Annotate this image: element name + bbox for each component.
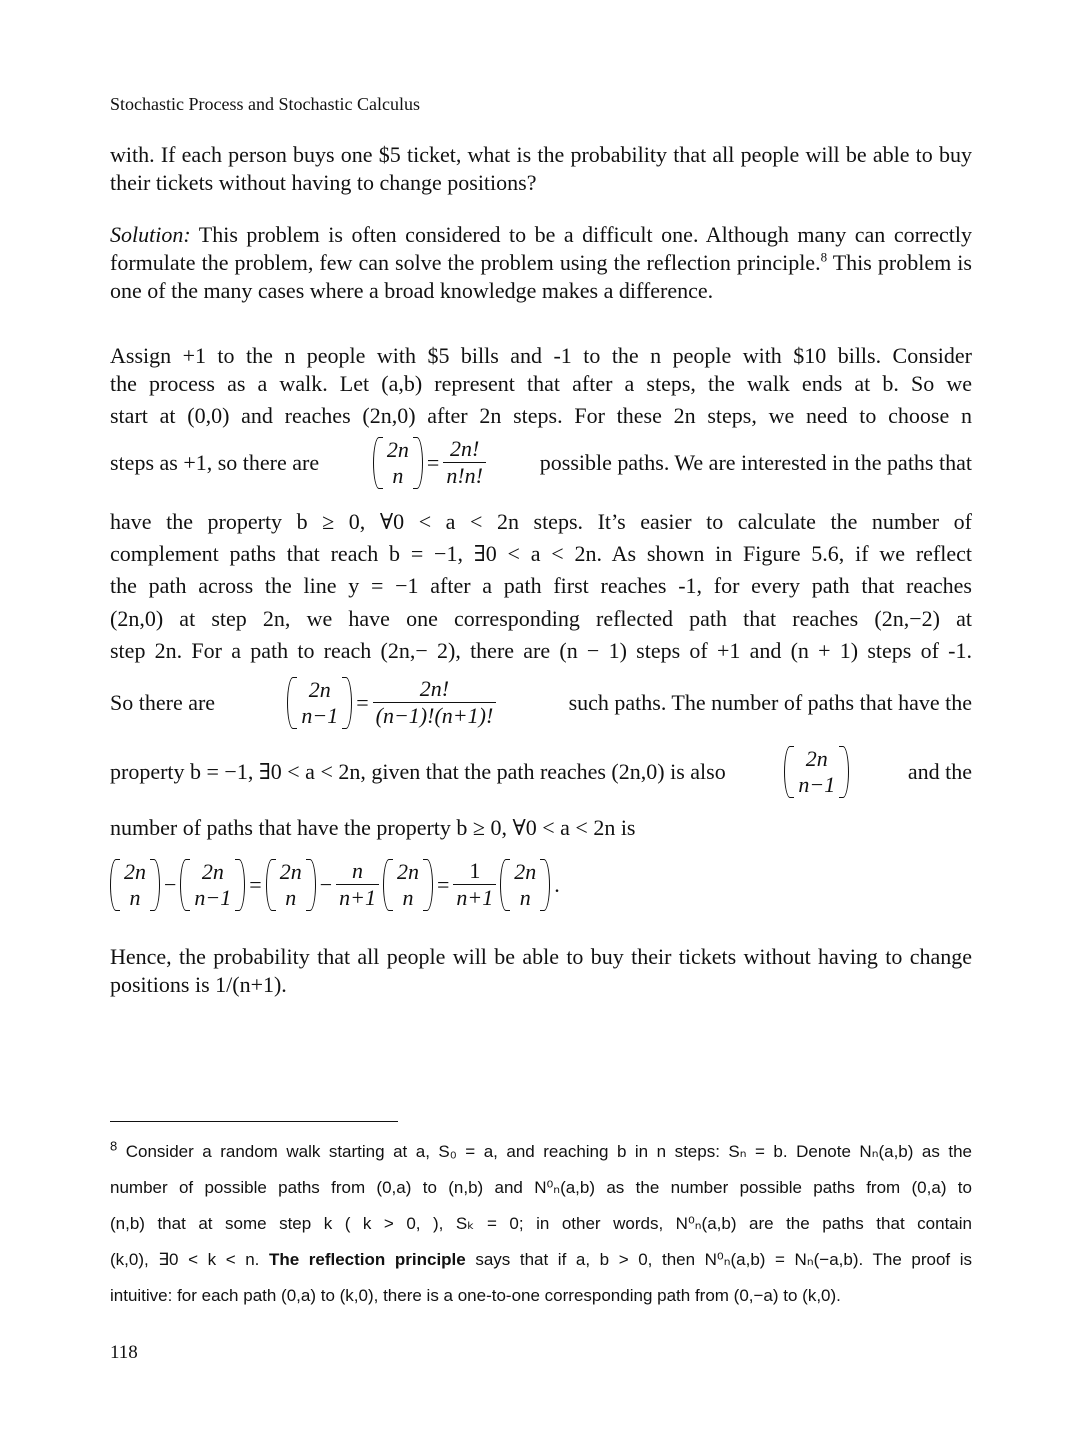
paragraph-conclusion: Hence, the probability that all people will be able to buy their tickets without having to change positions is 1/(n+1). bbox=[110, 944, 972, 997]
footnote-ref[interactable]: 8 bbox=[820, 249, 828, 265]
page-number: 118 bbox=[110, 1342, 138, 1363]
solution-label: Solution: bbox=[110, 222, 191, 247]
p3-line-9: step 2n. For a path to reach (2n,− 2), there are (n − 1) steps of +1 and (n + 1) steps of -1. bbox=[110, 638, 972, 663]
solution-text-a: This problem is often considered to be a difficult one. Although many can correctly formulate the problem, few can solve the problem using the reflection principle. bbox=[110, 222, 972, 275]
fraction-2n-fact: $\frac{2n!}{n!n!}$ bbox=[443, 436, 486, 489]
p3-line-10-post: such paths. The number of paths that have the bbox=[568, 689, 972, 715]
p3-line-11 bbox=[110, 746, 972, 798]
paragraph-solution bbox=[110, 221, 972, 305]
footnote-line-4-pre: (k,0), ∃0 < k < n. bbox=[110, 1250, 269, 1269]
solution-text-b: This problem is one of the many cases where a broad knowledge makes a difference. bbox=[110, 250, 972, 303]
paragraph-problem-end: with. If each person buys one $5 ticket, what is the probability that all people will be able to buy their tickets without having to change positions? bbox=[110, 142, 972, 195]
formula-reflected-paths: 2n n−1 = $\frac{2n!}{(n-1)!(n+1)!}$ bbox=[287, 676, 496, 729]
p3-line-4-post: possible paths. We are interested in the paths that bbox=[539, 449, 972, 475]
p3-line-8: (2n,0) at step 2n, we have one corresponding reflected path that reaches (2n,−2) at bbox=[110, 606, 972, 631]
running-header: Stochastic Process and Stochastic Calculus bbox=[110, 94, 420, 114]
p3-line-12: number of paths that have the property b ≥ 0, ∀0 < a < 2n is bbox=[110, 815, 636, 840]
footnote-line-2: number of possible paths from (0,a) to (n,b) and N⁰ₙ(a,b) as the number possible paths from (0,a) to bbox=[110, 1178, 972, 1197]
fraction-reflected: $\frac{2n!}{(n-1)!(n+1)!}$ bbox=[373, 676, 497, 729]
formula-total-paths: 2n n = $\frac{2n!}{n!n!}$ bbox=[373, 436, 486, 489]
p3-line-3: start at (0,0) and reaches (2n,0) after 2n steps. For these 2n steps, we need to choose n bbox=[110, 403, 972, 428]
p3-line-10-pre: So there are bbox=[110, 689, 216, 715]
p3-line-6: complement paths that reach b = −1, ∃0 < a < 2n. As shown in Figure 5.6, if we reflect bbox=[110, 541, 972, 566]
footnote-line-3: (n,b) that at some step k ( k > 0, ), Sₖ = 0; in other words, N⁰ₙ(a,b) are the paths that contain bbox=[110, 1214, 972, 1233]
footnote-rule bbox=[110, 1121, 398, 1122]
binom-2n-n: 2n n bbox=[373, 437, 423, 489]
p3-line-4 bbox=[110, 436, 972, 489]
footnote-line-1: Consider a random walk starting at a, S₀ = a, and reaching b in n steps: Sₙ = b. Denote Nₙ(a,b) as the bbox=[117, 1142, 972, 1161]
p3-line-2: the process as a walk. Let (a,b) represent that after a steps, the walk ends at b. So we bbox=[110, 371, 972, 396]
p3-line-5: have the property b ≥ 0, ∀0 < a < 2n steps. It’s easier to calculate the number of bbox=[110, 509, 972, 534]
footnote-line-4-post: says that if a, b > 0, then N⁰ₙ(a,b) = Nₙ(−a,b). The proof is bbox=[465, 1250, 972, 1269]
footnote-mark: 8 bbox=[110, 1138, 118, 1154]
display-equation: 2n n − 2n n−1 = 2n n − $\frac{n}{n+1}$ 2n n = $\frac{1}{n+1}$ 2n n . bbox=[110, 858, 972, 911]
binom-2n-nminus1: 2n n−1 bbox=[287, 677, 352, 729]
binom-2n-nminus1-b: 2n n−1 bbox=[784, 746, 849, 798]
footnote-bold-term: The reflection principle bbox=[268, 1250, 466, 1269]
footnote-line-5: intuitive: for each path (0,a) to (k,0), there is a one-to-one corresponding path from (0,−a) to (k,0). bbox=[110, 1286, 841, 1305]
p3-line-11-pre: property b = −1, ∃0 < a < 2n, given that the path reaches (2n,0) is also bbox=[110, 759, 726, 784]
p3-line-1: Assign +1 to the n people with $5 bills and -1 to the n people with $10 bills. Consider bbox=[110, 343, 972, 368]
p3-line-7: the path across the line y = −1 after a path first reaches -1, for every path that reaches bbox=[110, 573, 972, 598]
p3-line-10 bbox=[110, 676, 972, 729]
p3-line-11-post: and the bbox=[907, 759, 972, 784]
footnote bbox=[110, 1134, 972, 1314]
p3-line-4-pre: steps as +1, so there are bbox=[110, 449, 320, 475]
